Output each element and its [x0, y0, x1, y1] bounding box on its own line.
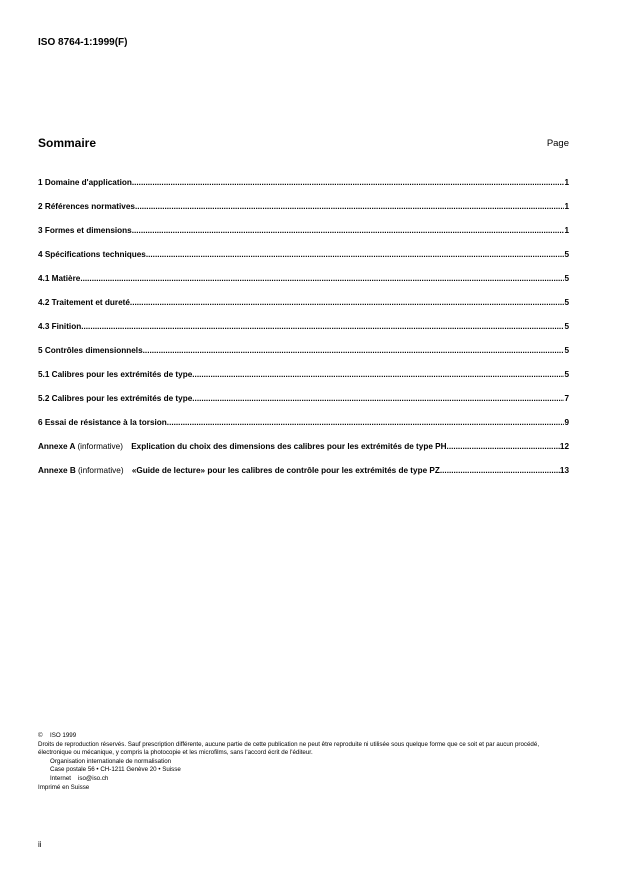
toc-leader-dots — [143, 346, 565, 355]
toc-entry-page: 13 — [559, 466, 569, 475]
toc-entry-title: 2 Références normatives — [38, 202, 135, 211]
annex-title: «Guide de lecture» pour les calibres de contrôle pour les extrémités de type PZ — [131, 466, 440, 475]
copyright-notice — [38, 732, 573, 792]
copyright-year: ISO 1999 — [50, 732, 77, 739]
internet-address[interactable]: iso@iso.ch — [78, 774, 109, 782]
annex-kind: (informative) — [77, 442, 123, 451]
toc-entry[interactable] — [38, 187, 569, 211]
toc-entry-title: 5.2 Calibres pour les extrémités de type — [38, 394, 193, 403]
toc-entry-title: 5.1 Calibres pour les extrémités de type — [38, 370, 193, 379]
toc-entry-page: 1 — [564, 202, 569, 211]
toc-leader-dots — [132, 178, 565, 187]
toc-leader-dots — [80, 274, 564, 283]
toc-leader-dots — [192, 370, 564, 379]
toc-page-label: Page — [546, 138, 569, 149]
toc-entry-page: 5 — [564, 250, 569, 259]
toc-entry-title: 4 Spécifications techniques — [38, 250, 146, 259]
toc-leader-dots — [192, 394, 564, 403]
rights-text: Droits de reproduction réservés. Sauf prescription différente, aucune partie de cette publication ne peut être reproduite ni utilisée sous quelque forme que ce soit et par aucun procédé, électronique ou mécanique, y compris la photocopie et les microfilms, sans l'accord écrit de l'éditeur. — [38, 740, 540, 757]
toc-leader-dots — [130, 298, 565, 307]
toc-entry-title: 4.3 Finition — [38, 322, 82, 331]
toc-entry-title: 5 Contrôles dimensionnels — [38, 346, 143, 355]
toc-entry-page: 5 — [564, 298, 569, 307]
toc-entry-page: 12 — [559, 442, 569, 451]
printed-in: Imprimé en Suisse — [38, 783, 90, 791]
toc-entry[interactable] — [38, 211, 569, 235]
organisation-name: Organisation internationale de normalisation — [50, 757, 172, 765]
document-id: ISO 8764-1:1999(F) — [38, 37, 128, 48]
copyright-symbol: © — [38, 732, 43, 739]
postal-address: Case postale 56 • CH-1211 Genève 20 • Suisse — [50, 766, 181, 774]
toc-leader-dots — [146, 250, 565, 259]
toc-annex-entry[interactable] — [38, 427, 569, 451]
annex-label: Annexe B — [38, 466, 76, 475]
toc-entry[interactable] — [38, 403, 569, 427]
toc-entry[interactable] — [38, 259, 569, 283]
toc-annex-entry[interactable] — [38, 451, 569, 475]
annex-kind: (informative) — [78, 466, 124, 475]
toc-entry-title: 4.2 Traitement et dureté — [38, 298, 130, 307]
toc-entry-page: 5 — [564, 274, 569, 283]
toc-annex-title — [38, 442, 447, 451]
toc-entry[interactable] — [38, 235, 569, 259]
toc-leader-dots — [132, 226, 565, 235]
toc-leader-dots — [135, 202, 565, 211]
toc-leader-dots — [440, 466, 560, 475]
toc-entry-page: 7 — [564, 394, 569, 403]
toc-entry-title: 1 Domaine d'application — [38, 178, 132, 187]
toc-entry[interactable] — [38, 379, 569, 403]
toc-leader-dots — [447, 442, 560, 451]
internet-line — [38, 775, 573, 784]
toc-leader-dots — [167, 418, 565, 427]
page-number: ii — [38, 840, 42, 849]
toc-heading: Sommaire — [38, 136, 97, 150]
toc-entry[interactable] — [38, 331, 569, 355]
copyright-line — [38, 732, 573, 741]
toc-entry-page: 5 — [564, 370, 569, 379]
toc-leader-dots — [81, 322, 564, 331]
toc-entry[interactable] — [38, 163, 569, 187]
toc-entry-page: 1 — [564, 178, 569, 187]
annex-title: Explication du choix des dimensions des calibres pour les extrémités de type PH — [131, 442, 447, 451]
toc-entry-page: 9 — [564, 418, 569, 427]
toc-entry[interactable] — [38, 307, 569, 331]
toc-annex-title — [38, 466, 440, 475]
toc-entry-page: 1 — [564, 226, 569, 235]
internet-label: Internet — [50, 774, 71, 782]
toc-entry[interactable] — [38, 355, 569, 379]
toc-entry[interactable] — [38, 283, 569, 307]
toc-entry-page: 5 — [564, 346, 569, 355]
toc-entry-title: 3 Formes et dimensions — [38, 226, 132, 235]
toc-entry-page: 5 — [564, 322, 569, 331]
toc-entry-title: 4.1 Matière — [38, 274, 81, 283]
table-of-contents — [38, 163, 569, 475]
toc-entry-title: 6 Essai de résistance à la torsion — [38, 418, 167, 427]
annex-label: Annexe A — [38, 442, 76, 451]
